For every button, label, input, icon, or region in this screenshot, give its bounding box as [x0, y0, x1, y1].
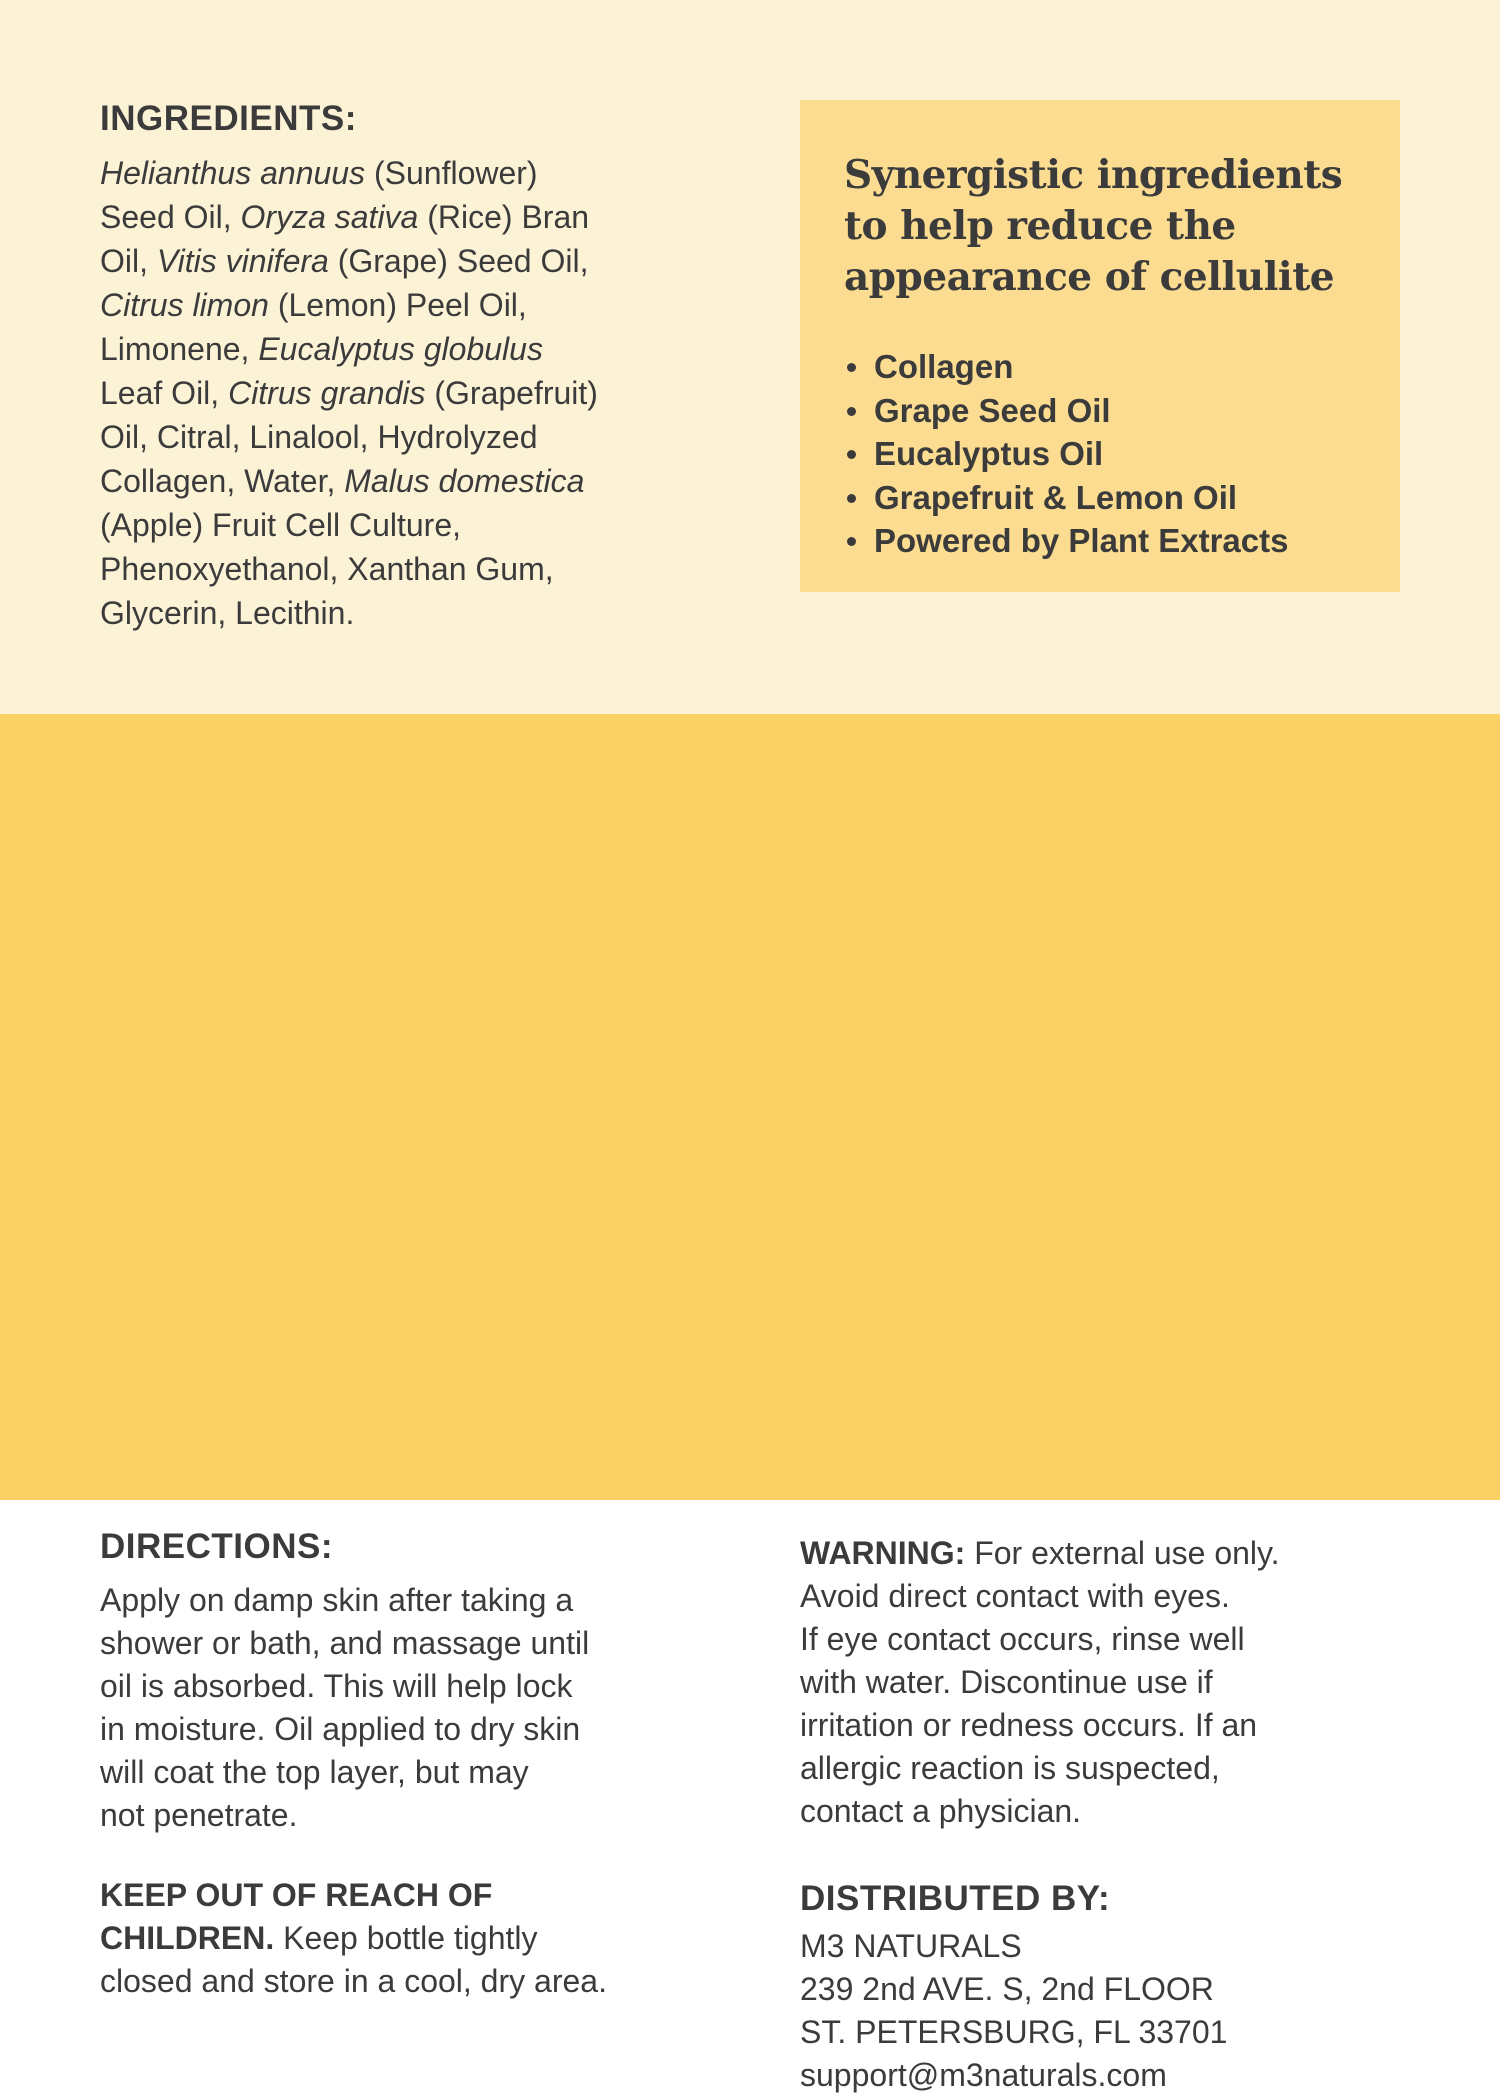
ingredients-line — [100, 591, 780, 635]
ingredients-line — [100, 371, 780, 415]
distributed-by-line: 239 2nd AVE. S, 2nd FLOOR — [800, 1971, 1214, 2007]
ingredients-line — [100, 459, 780, 503]
text-segment: (Apple) Fruit Cell Culture, — [100, 507, 461, 543]
ingredients-line — [100, 547, 780, 591]
bold-segment: WARNING: — [800, 1535, 966, 1571]
directions-block — [100, 1527, 790, 1837]
directions-text — [100, 1579, 790, 1837]
distributed-by-line: ST. PETERSBURG, FL 33701 — [800, 2014, 1228, 2050]
warning-block — [800, 1532, 1480, 1833]
text-segment: (Grapefruit) — [425, 375, 598, 411]
keep-out-text — [100, 1874, 790, 2003]
ingredients-line — [100, 327, 780, 371]
italic-segment: Eucalyptus globulus — [258, 331, 543, 367]
ingredients-line — [100, 503, 780, 547]
bold-segment: KEEP OUT OF REACH OF — [100, 1877, 493, 1913]
distributed-by-text — [800, 1925, 1480, 2097]
text-segment: Oil, Citral, Linalool, Hydrolyzed — [100, 419, 538, 455]
ingredients-heading: INGREDIENTS: — [100, 99, 357, 138]
keep-out-line — [100, 1917, 790, 1960]
text-segment: (Grape) Seed Oil, — [328, 243, 589, 279]
italic-segment: Oryza sativa — [240, 199, 419, 235]
warning-line — [800, 1661, 1480, 1704]
text-segment: (Rice) Bran — [418, 199, 590, 235]
text-segment: Limonene, — [100, 331, 259, 367]
directions-heading: DIRECTIONS: — [100, 1527, 333, 1566]
benefits-list — [844, 345, 1370, 563]
ingredients-text — [100, 151, 780, 635]
distributed-by-heading: DISTRIBUTED BY: — [800, 1879, 1111, 1918]
ingredients-line — [100, 239, 780, 283]
ingredients-line — [100, 151, 780, 195]
distributed-by-block — [800, 1879, 1480, 2097]
italic-segment: Helianthus annuus — [100, 155, 366, 191]
warning-line — [800, 1747, 1480, 1790]
usage-section — [0, 714, 1500, 2093]
italic-segment: Vitis vinifera — [156, 243, 329, 279]
benefits-box — [800, 100, 1400, 592]
text-segment: closed and store in a cool, dry area. — [100, 1963, 607, 1999]
benefit-item: Grape Seed Oil — [844, 389, 1370, 433]
benefit-item: Collagen — [844, 345, 1370, 389]
benefits-heading-line: appearance of cellulite — [844, 254, 1335, 300]
warning-line — [800, 1575, 1480, 1618]
directions-line: Apply on damp skin after taking a — [100, 1582, 574, 1618]
distributed-by-line: M3 NATURALS — [800, 1928, 1022, 1964]
warning-line — [800, 1704, 1480, 1747]
benefit-item: Grapefruit & Lemon Oil — [844, 476, 1370, 520]
ingredients-line — [100, 283, 780, 327]
warning-line — [800, 1790, 1480, 1833]
benefits-heading-line: Synergistic ingredients — [844, 152, 1343, 198]
keep-out-line — [100, 1960, 790, 2003]
ingredients-section — [0, 0, 1500, 714]
italic-segment: Citrus limon — [100, 287, 269, 323]
text-segment: Phenoxyethanol, Xanthan Gum, — [100, 551, 554, 587]
text-segment: Keep bottle tightly — [274, 1920, 538, 1956]
directions-line: shower or bath, and massage until — [100, 1625, 590, 1661]
benefits-heading-line: to help reduce the — [844, 203, 1236, 249]
text-segment: If eye contact occurs, rinse well — [800, 1621, 1245, 1657]
text-segment: Oil, — [100, 243, 157, 279]
keep-out-of-reach-block — [100, 1874, 790, 2003]
text-segment: Avoid direct contact with eyes. — [800, 1578, 1230, 1614]
warning-text — [800, 1532, 1480, 1833]
ingredients-line — [100, 415, 780, 459]
text-segment: allergic reaction is suspected, — [800, 1750, 1220, 1786]
keep-out-line — [100, 1874, 790, 1917]
benefit-item: Powered by Plant Extracts — [844, 519, 1370, 563]
text-segment: with water. Discontinue use if — [800, 1664, 1213, 1700]
text-segment: (Sunflower) — [365, 155, 538, 191]
text-segment: Glycerin, Lecithin. — [100, 595, 355, 631]
ingredients-line — [100, 195, 780, 239]
directions-line: will coat the top layer, but may — [100, 1754, 529, 1790]
distributed-by-line: support@m3naturals.com — [800, 2057, 1167, 2093]
directions-line: oil is absorbed. This will help lock — [100, 1668, 573, 1704]
text-segment: (Lemon) Peel Oil, — [268, 287, 527, 323]
directions-line: in moisture. Oil applied to dry skin — [100, 1711, 581, 1747]
text-segment: irritation or redness occurs. If an — [800, 1707, 1258, 1743]
text-segment: Leaf Oil, — [100, 375, 229, 411]
directions-line: not penetrate. — [100, 1797, 298, 1833]
ingredients-block — [100, 99, 780, 635]
warning-line — [800, 1532, 1480, 1575]
text-segment: Collagen, Water, — [100, 463, 345, 499]
warning-line — [800, 1618, 1480, 1661]
italic-segment: Citrus grandis — [228, 375, 426, 411]
bold-segment: CHILDREN. — [100, 1920, 275, 1956]
text-segment: For external use only. — [965, 1535, 1280, 1571]
benefits-heading — [844, 150, 1370, 303]
text-segment: Seed Oil, — [100, 199, 241, 235]
text-segment: contact a physician. — [800, 1793, 1082, 1829]
italic-segment: Malus domestica — [344, 463, 585, 499]
benefit-item: Eucalyptus Oil — [844, 432, 1370, 476]
